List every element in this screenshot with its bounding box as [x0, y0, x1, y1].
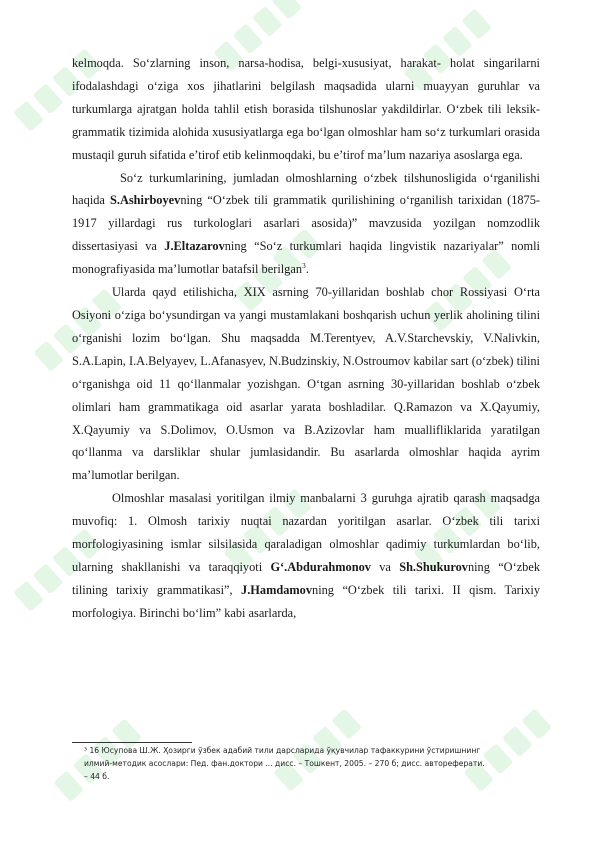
paragraph-1: kelmoqda. So‘zlarning inson, narsa-hodisa, belgi-xususiyat, harakat- holat singarilarni ifodalashdagi o‘ziga xos jihatlarini belgilash maqsadida ularni muayyan guruhlar va turkumlarga ajratgan holda tahlil etish borasida tilshunoslar yakdildirlar. O‘zbek tili leksik-grammatik tizimida alohida xususiyatlarga ega bo‘lgan olmoshlar ham so‘z turkumlari orasida mustaqil guruh sifatida e’tirof etib kelinmoqdaki, bu e’tirof ma’lum nazariya asoslarga ega.: [72, 56, 540, 162]
footnote-ref[interactable]: 3: [302, 261, 306, 271]
author-shukurov: Sh.Shukurov: [399, 559, 468, 574]
author-abdurahmonov: G‘.Abdurahmonov: [270, 559, 371, 574]
footnote: [84, 744, 524, 783]
paragraph-4: Olmoshlar masalasi yoritilgan ilmiy manbalarni 3 guruhga ajratib qarash maqsadga muvofiq: 1. Olmosh tarixiy nuqtai nazardan yoritilgan asarlar. O‘zbek tili tarixi morfologiyasining ismlar silsilasida qaraladigan olmoshlar qadimiy turkumlardan bo‘lib, ularning shakllanishi va taraqqiyoti G‘.Abdurahmonov va Sh.Shukurovning “O‘zbek tilining tarixiy grammatikasi”, J.Hamdamovning “O‘zbek tili tarixi. II qism. Tarixiy morfologiya. Birinchi bo‘lim” kabi asarlarda,: [72, 491, 541, 620]
paragraph-2: So‘z turkumlarining, jumladan olmoshlarning o‘zbek tilshunosligida o‘rganilishi haqida S.Ashirboyevning “O‘zbek tili grammatik qurilishining o‘rganilish tarixidan (1875-1917 yillardagi rus turkologlari asarlari asosida)” mavzusida yozilgan nomzodlik dissertasiyasi va J.Eltazarovning “So‘z turkumlari haqida lingvistik nazariyalar” nomli monografiyasida ma’lumotlar batafsil berilgan$^3$.: [72, 170, 540, 277]
paragraph-3: Ularda qayd etilishicha, XIX asrning 70-yillaridan boshlab chor Rossiyasi O‘rta Osiyoni o‘ziga bo‘ysundirgan va yangi mustamlakani boshqarish uchun yerlik aholining tilini o‘rganishi lozim bo‘lgan. Shu maqsadda M.Terentyev, A.V.Starchevskiy, V.Nalivkin, S.A.Lapin, I.A.Belyayev, L.Afanasyev, N.Budzinskiy, N.Ostroumov kabilar sart (o‘zbek) tilini o‘rganishga oid 11 qo‘llanmalar yozishgan. O‘tgan asrning 30-yillaridan boshlab o‘zbek olimlari ham grammatikaga oid asarlar yarata boshladilar. Q.Ramazon va X.Qayumiy, X.Qayumiy va S.Dolimov, O.Usmon va B.Azizovlar ham muallifliklarida yaratilgan qo‘llanma va darsliklar shular jumlasidandir. Bu asarlarda olmoshlar haqida ayrim ma’lumotlar berilgan.: [72, 285, 540, 483]
author-ashirboyev: S.Ashirboyev: [110, 193, 181, 208]
footnote-line-1: ³ 16 Юсупова Ш.Ж. Ҳозирги ўзбек адабий тили дарсларида ўқувчилар тафаккурини ўстиришнинг: [84, 746, 481, 755]
footnote-line-3: – 44 б.: [84, 772, 110, 781]
document-body: [72, 52, 540, 625]
author-hamdamov: J.Hamdamov: [241, 582, 313, 597]
footnote-separator: [72, 742, 192, 743]
author-eltazarov: J.Eltazarov: [164, 239, 225, 254]
footnote-line-2: илмий-методик асослари: Пед. фан.доктори ... дисс. – Тошкент, 2005. – 270 б; дисс. автореферати.: [84, 759, 485, 768]
